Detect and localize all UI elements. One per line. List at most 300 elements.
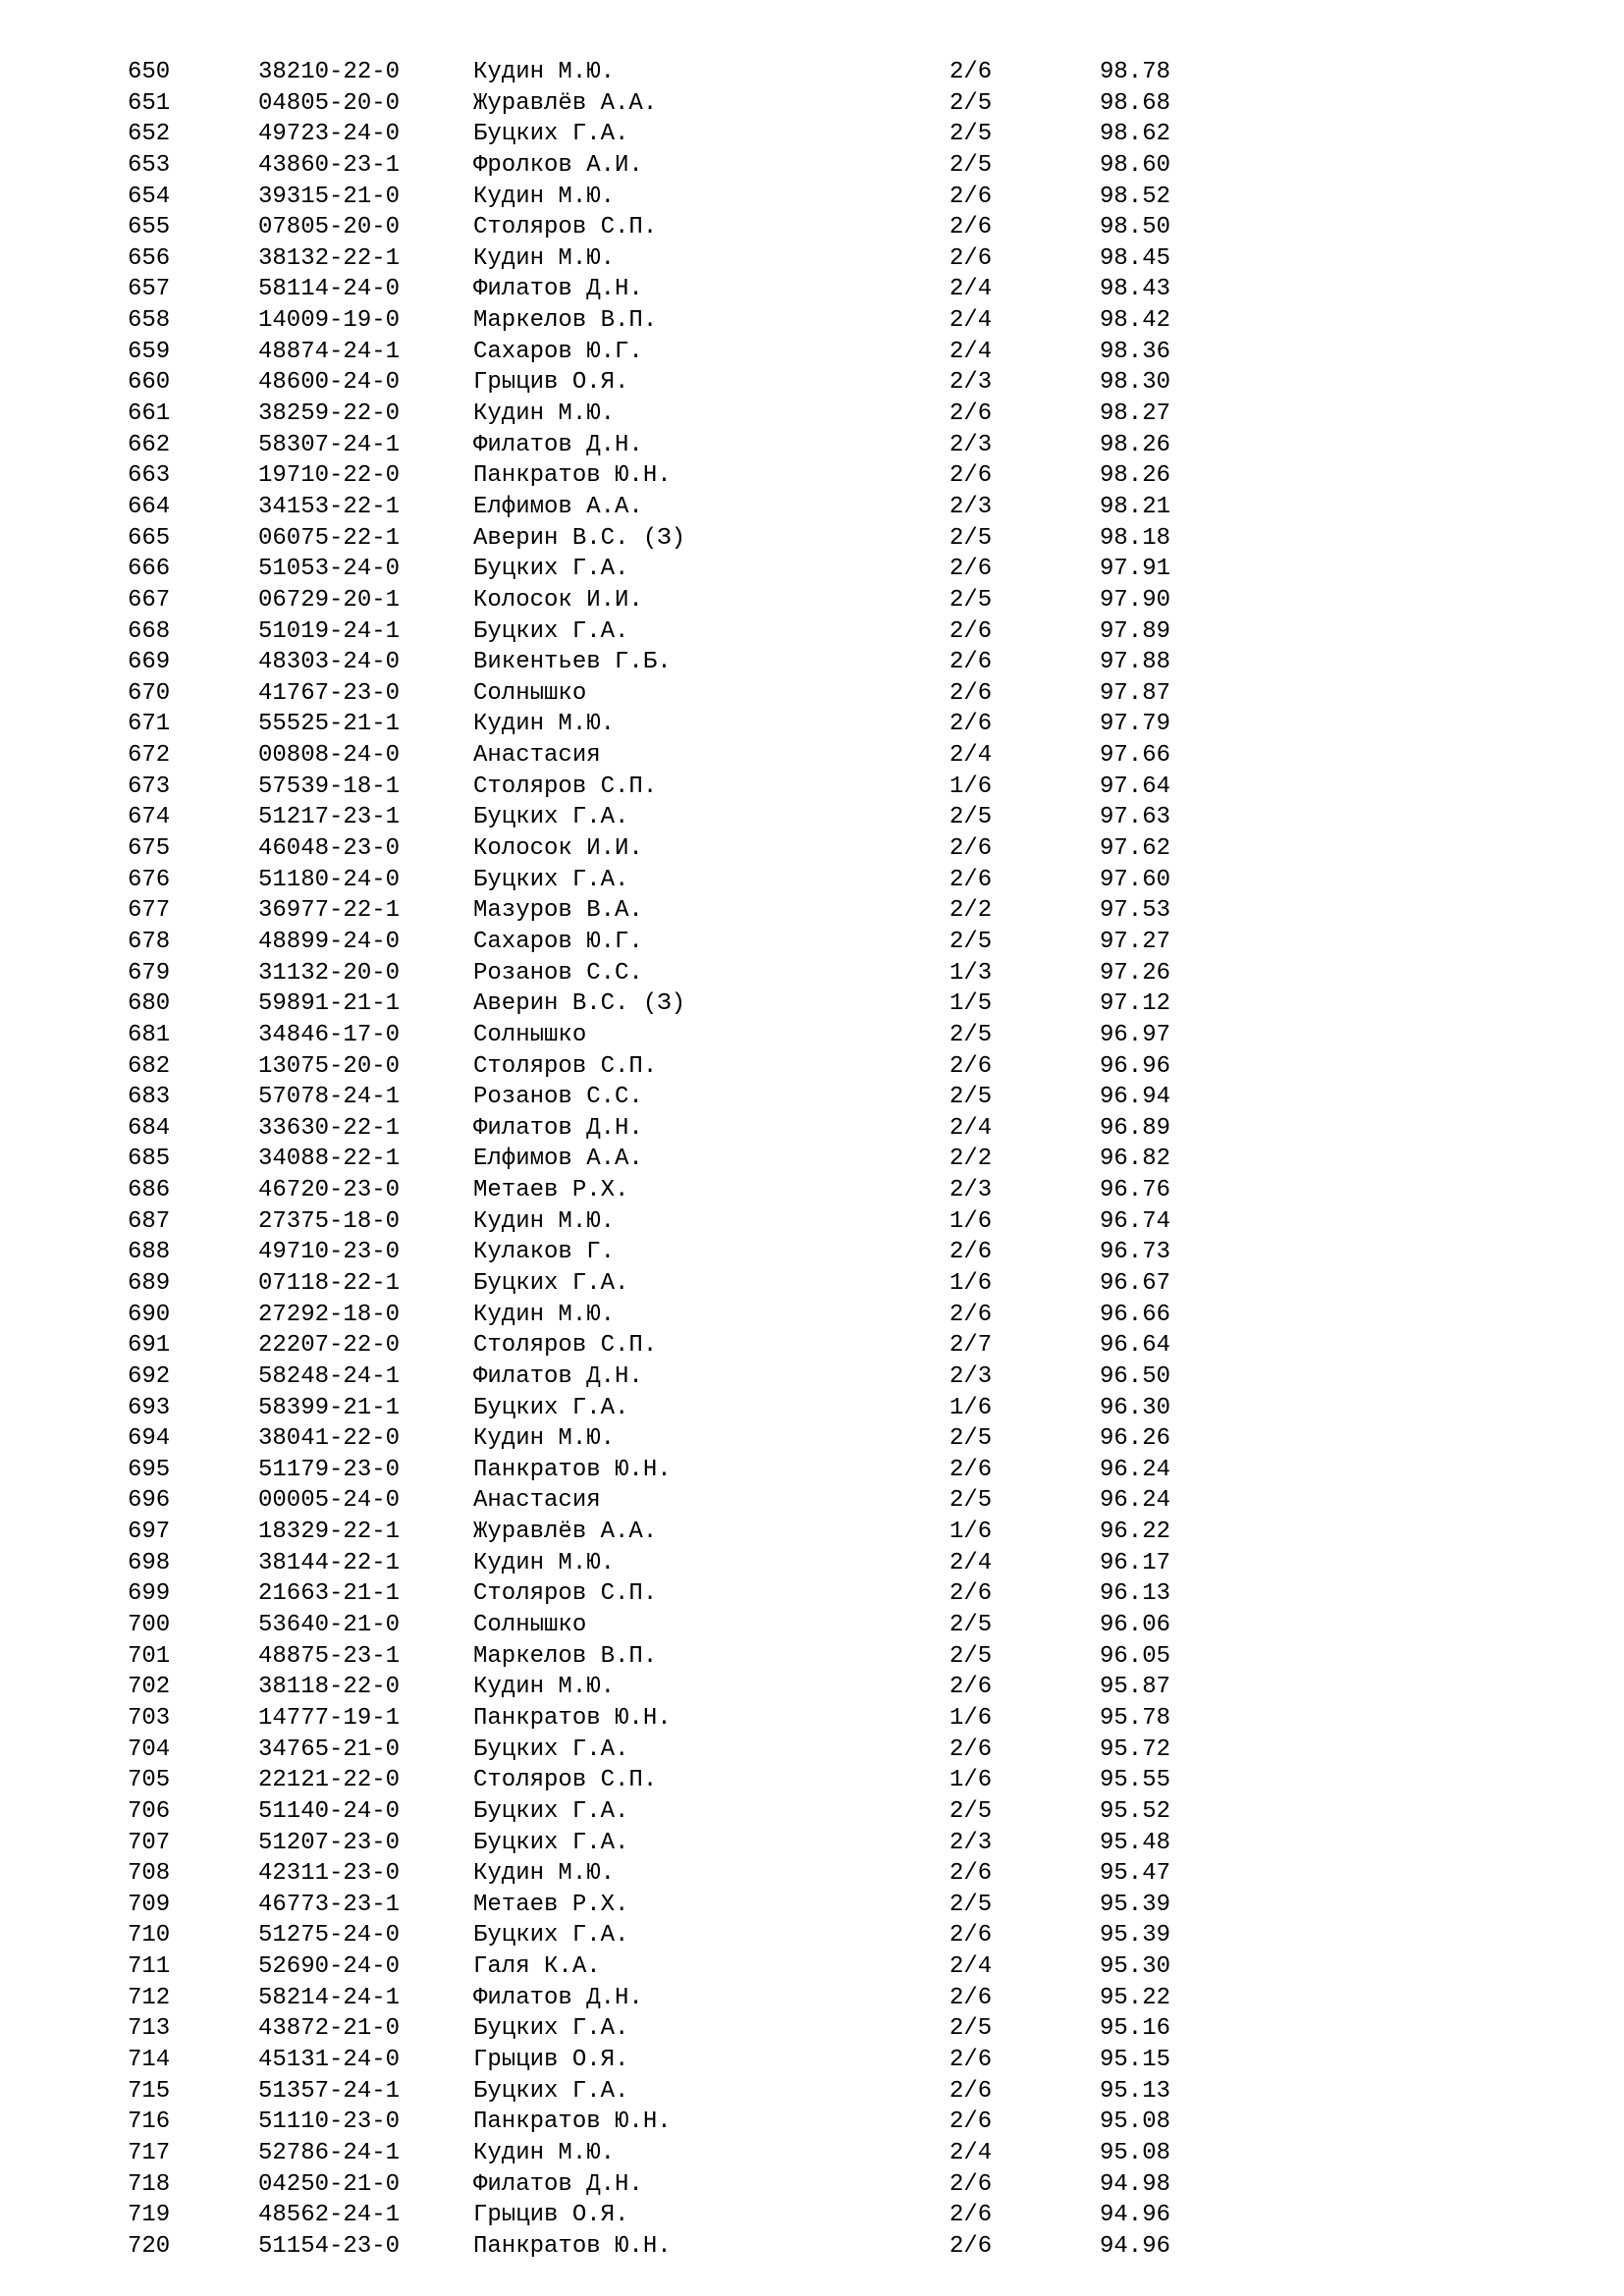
table-row [128,1672,1208,1703]
record-code: 27292-18-0 [258,1301,401,1328]
rank-number: 712 [128,1984,171,2011]
rank-number: 700 [128,1612,171,1639]
score: 98.68 [1100,89,1171,117]
fraction: 1/3 [949,959,993,987]
score: 95.13 [1100,2077,1171,2105]
fraction: 2/7 [949,1332,993,1360]
rank-number: 667 [128,586,171,614]
table-row [128,2169,1208,2201]
rank-number: 657 [128,276,171,303]
rank-number: 698 [128,1549,171,1576]
owner-name: Розанов С.С. [473,959,643,987]
table-row [128,709,1208,740]
rank-number: 661 [128,400,171,428]
record-code: 58114-24-0 [258,276,401,303]
score: 97.27 [1100,928,1171,955]
rank-number: 654 [128,183,171,210]
table-row [128,1920,1208,1951]
owner-name: Грыцив О.Я. [473,2047,629,2073]
owner-name: Филатов Д.Н. [473,2170,643,2198]
score: 97.87 [1100,679,1171,707]
owner-name: Кудин М.Ю. [473,1549,616,1576]
score: 97.79 [1100,711,1171,738]
rank-number: 687 [128,1207,171,1235]
fraction: 2/6 [949,2109,993,2136]
score: 97.63 [1100,804,1171,831]
score: 97.60 [1100,866,1171,893]
rank-number: 714 [128,2047,171,2073]
rank-number: 710 [128,1922,171,1949]
score: 96.96 [1100,1052,1171,1080]
record-code: 45131-24-0 [258,2047,401,2073]
record-code: 38118-22-0 [258,1674,401,1701]
score: 97.12 [1100,990,1171,1018]
record-code: 58214-24-1 [258,1984,401,2011]
record-code: 46048-23-0 [258,835,401,863]
fraction: 2/6 [949,1860,993,1888]
fraction: 1/6 [949,1704,993,1732]
table-row [128,895,1208,927]
fraction: 2/5 [949,804,993,831]
record-code: 39315-21-0 [258,183,401,210]
score: 96.94 [1100,1084,1171,1111]
fraction: 2/3 [949,431,993,458]
record-code: 51140-24-0 [258,1797,401,1825]
owner-name: Кудин М.Ю. [473,59,616,85]
fraction: 2/6 [949,2170,993,2198]
fraction: 2/6 [949,1301,993,1328]
record-code: 41767-23-0 [258,679,401,707]
owner-name: Буцких Г.А. [473,1394,629,1421]
record-code: 51110-23-0 [258,2109,401,2136]
score: 96.06 [1100,1612,1171,1639]
record-code: 59891-21-1 [258,990,401,1018]
record-code: 48303-24-0 [258,649,401,676]
rank-number: 675 [128,835,171,863]
rank-number: 682 [128,1052,171,1080]
table-row [128,1951,1208,1983]
table-row [128,802,1208,833]
owner-name: Кудин М.Ю. [473,183,616,210]
owner-name: Галя К.А. [473,1953,601,1981]
table-row [128,492,1208,523]
score: 96.67 [1100,1269,1171,1297]
table-row [128,1890,1208,1921]
record-code: 14009-19-0 [258,307,401,335]
rank-number: 685 [128,1146,171,1173]
record-code: 51357-24-1 [258,2077,401,2105]
fraction: 2/5 [949,151,993,179]
score: 96.13 [1100,1580,1171,1608]
rank-number: 694 [128,1425,171,1453]
score: 98.30 [1100,369,1171,397]
table-row [128,1828,1208,1859]
score: 97.89 [1100,617,1171,645]
score: 97.62 [1100,835,1171,863]
record-code: 48874-24-1 [258,338,401,365]
score: 98.42 [1100,307,1171,335]
table-row [128,1144,1208,1175]
table-row [128,460,1208,492]
score: 95.30 [1100,1953,1171,1981]
fraction: 2/3 [949,1362,993,1390]
record-code: 51019-24-1 [258,617,401,645]
score: 96.66 [1100,1301,1171,1328]
owner-name: Метаев Р.Х. [473,1177,629,1204]
record-code: 07118-22-1 [258,1269,401,1297]
owner-name: Грыцив О.Я. [473,2202,629,2229]
fraction: 2/5 [949,1642,993,1670]
fraction: 2/6 [949,617,993,645]
table-row [128,1082,1208,1113]
rank-number: 674 [128,804,171,831]
owner-name: Кудин М.Ю. [473,1425,616,1453]
record-code: 52786-24-1 [258,2139,401,2166]
table-row [128,1300,1208,1331]
table-row [128,833,1208,865]
fraction: 2/6 [949,1922,993,1949]
rank-number: 678 [128,928,171,955]
owner-name: Панкратов Ю.Н. [473,2109,672,2136]
table-row [128,772,1208,803]
rank-number: 664 [128,493,171,520]
table-row [128,367,1208,399]
record-code: 55525-21-1 [258,711,401,738]
fraction: 2/4 [949,338,993,365]
record-code: 27375-18-0 [258,1207,401,1235]
record-code: 43860-23-1 [258,151,401,179]
rank-number: 662 [128,431,171,458]
fraction: 2/6 [949,59,993,85]
score: 96.05 [1100,1642,1171,1670]
record-code: 48562-24-1 [258,2202,401,2229]
table-row [128,2200,1208,2231]
owner-name: Буцких Г.А. [473,1922,629,1949]
record-code: 49723-24-0 [258,121,401,148]
owner-name: Столяров С.П. [473,1580,658,1608]
record-code: 42311-23-0 [258,1860,401,1888]
record-code: 52690-24-0 [258,1953,401,1981]
table-row [128,1237,1208,1268]
fraction: 2/5 [949,1021,993,1048]
fraction: 2/6 [949,711,993,738]
table-row [128,1703,1208,1735]
owner-name: Кудин М.Ю. [473,711,616,738]
rank-number: 663 [128,462,171,490]
table-row [128,1206,1208,1238]
score: 97.53 [1100,897,1171,925]
owner-name: Журавлёв А.А. [473,1519,658,1546]
score: 95.39 [1100,1922,1171,1949]
rank-number: 709 [128,1891,171,1918]
rank-number: 658 [128,307,171,335]
record-code: 06075-22-1 [258,524,401,552]
table-row [128,2013,1208,2045]
owner-name: Аверин В.С. (З) [473,524,686,552]
record-code: 57539-18-1 [258,773,401,800]
score: 95.39 [1100,1891,1171,1918]
table-row [128,2045,1208,2076]
score: 95.15 [1100,2047,1171,2073]
table-row [128,1113,1208,1145]
rank-number: 719 [128,2202,171,2229]
table-row [128,337,1208,368]
score: 94.96 [1100,2202,1171,2229]
fraction: 2/5 [949,1487,993,1515]
rank-number: 705 [128,1767,171,1794]
fraction: 2/2 [949,897,993,925]
table-row [128,1393,1208,1424]
rank-number: 681 [128,1021,171,1048]
rank-number: 696 [128,1487,171,1515]
fraction: 2/3 [949,1177,993,1204]
rank-number: 711 [128,1953,171,1981]
rank-number: 650 [128,59,171,85]
fraction: 1/6 [949,773,993,800]
table-row [128,212,1208,243]
rank-number: 713 [128,2015,171,2043]
rank-number: 690 [128,1301,171,1328]
score: 97.90 [1100,586,1171,614]
ranking-table [128,57,1208,2262]
score: 97.88 [1100,649,1171,676]
fraction: 1/6 [949,1269,993,1297]
fraction: 2/4 [949,742,993,770]
fraction: 2/6 [949,649,993,676]
record-code: 48899-24-0 [258,928,401,955]
record-code: 00005-24-0 [258,1487,401,1515]
table-row [128,1858,1208,1890]
record-code: 38210-22-0 [258,59,401,85]
score: 96.97 [1100,1021,1171,1048]
owner-name: Фролков А.И. [473,151,643,179]
owner-name: Филатов Д.Н. [473,276,643,303]
rank-number: 716 [128,2109,171,2136]
record-code: 14777-19-1 [258,1704,401,1732]
rank-number: 655 [128,214,171,241]
table-row [128,1485,1208,1517]
score: 98.18 [1100,524,1171,552]
record-code: 04805-20-0 [258,89,401,117]
score: 98.60 [1100,151,1171,179]
score: 97.91 [1100,556,1171,583]
table-row [128,1765,1208,1796]
record-code: 51207-23-0 [258,1829,401,1856]
rank-number: 717 [128,2139,171,2166]
rank-number: 673 [128,773,171,800]
score: 94.96 [1100,2232,1171,2260]
score: 98.45 [1100,244,1171,272]
owner-name: Столяров С.П. [473,214,658,241]
rank-number: 708 [128,1860,171,1888]
fraction: 2/6 [949,1674,993,1701]
fraction: 2/6 [949,835,993,863]
fraction: 2/4 [949,1114,993,1142]
fraction: 2/5 [949,121,993,148]
owner-name: Филатов Д.Н. [473,1362,643,1390]
table-row [128,1051,1208,1083]
table-row [128,2138,1208,2169]
fraction: 2/4 [949,2139,993,2166]
record-code: 34153-22-1 [258,493,401,520]
rank-number: 679 [128,959,171,987]
owner-name: Мазуров В.А. [473,897,643,925]
score: 95.16 [1100,2015,1171,2043]
record-code: 46773-23-1 [258,1891,401,1918]
owner-name: Колосок И.И. [473,586,643,614]
record-code: 00808-24-0 [258,742,401,770]
record-code: 04250-21-0 [258,2170,401,2198]
fraction: 2/3 [949,493,993,520]
owner-name: Буцких Г.А. [473,866,629,893]
owner-name: Кудин М.Ю. [473,1674,616,1701]
score: 96.24 [1100,1456,1171,1483]
rank-number: 701 [128,1642,171,1670]
rank-number: 659 [128,338,171,365]
rank-number: 686 [128,1177,171,1204]
fraction: 2/6 [949,1052,993,1080]
record-code: 06729-20-1 [258,586,401,614]
owner-name: Кулаков Г. [473,1239,616,1266]
owner-name: Буцких Г.А. [473,804,629,831]
table-row [128,2231,1208,2263]
table-row [128,1423,1208,1455]
fraction: 2/6 [949,679,993,707]
table-row [128,523,1208,555]
fraction: 2/5 [949,1612,993,1639]
rank-number: 668 [128,617,171,645]
fraction: 2/3 [949,1829,993,1856]
owner-name: Филатов Д.Н. [473,1984,643,2011]
score: 98.50 [1100,214,1171,241]
fraction: 2/5 [949,928,993,955]
rank-number: 669 [128,649,171,676]
score: 96.89 [1100,1114,1171,1142]
score: 98.52 [1100,183,1171,210]
fraction: 1/6 [949,1207,993,1235]
record-code: 51275-24-0 [258,1922,401,1949]
record-code: 21663-21-1 [258,1580,401,1608]
fraction: 2/6 [949,2202,993,2229]
record-code: 46720-23-0 [258,1177,401,1204]
rank-number: 680 [128,990,171,1018]
fraction: 2/6 [949,1239,993,1266]
fraction: 2/6 [949,2047,993,2073]
record-code: 38259-22-0 [258,400,401,428]
rank-number: 706 [128,1797,171,1825]
owner-name: Буцких Г.А. [473,2015,629,2043]
owner-name: Елфимов А.А. [473,493,643,520]
record-code: 18329-22-1 [258,1519,401,1546]
owner-name: Столяров С.П. [473,773,658,800]
rank-number: 703 [128,1704,171,1732]
owner-name: Кудин М.Ю. [473,400,616,428]
owner-name: Столяров С.П. [473,1052,658,1080]
fraction: 2/5 [949,89,993,117]
owner-name: Маркелов В.П. [473,307,658,335]
owner-name: Розанов С.С. [473,1084,643,1111]
fraction: 2/5 [949,2015,993,2043]
table-row [128,1641,1208,1673]
record-code: 33630-22-1 [258,1114,401,1142]
rank-number: 676 [128,866,171,893]
owner-name: Буцких Г.А. [473,1269,629,1297]
fraction: 1/6 [949,1767,993,1794]
table-row [128,1548,1208,1579]
table-row [128,399,1208,430]
table-row [128,88,1208,120]
score: 96.73 [1100,1239,1171,1266]
rank-number: 677 [128,897,171,925]
owner-name: Филатов Д.Н. [473,431,643,458]
score: 96.30 [1100,1394,1171,1421]
record-code: 38132-22-1 [258,244,401,272]
record-code: 22207-22-0 [258,1332,401,1360]
table-row [128,1517,1208,1548]
score: 95.22 [1100,1984,1171,2011]
record-code: 34846-17-0 [258,1021,401,1048]
owner-name: Солнышко [473,1612,587,1639]
record-code: 49710-23-0 [258,1239,401,1266]
owner-name: Колосок И.И. [473,835,643,863]
record-code: 31132-20-0 [258,959,401,987]
record-code: 13075-20-0 [258,1052,401,1080]
rank-number: 704 [128,1735,171,1763]
table-row [128,305,1208,337]
score: 95.08 [1100,2139,1171,2166]
rank-number: 665 [128,524,171,552]
score: 98.26 [1100,462,1171,490]
fraction: 2/5 [949,1425,993,1453]
fraction: 2/6 [949,556,993,583]
table-row [128,1578,1208,1610]
owner-name: Анастасия [473,742,601,770]
record-code: 51180-24-0 [258,866,401,893]
rank-number: 672 [128,742,171,770]
score: 97.64 [1100,773,1171,800]
rank-number: 684 [128,1114,171,1142]
owner-name: Кудин М.Ю. [473,2139,616,2166]
owner-name: Буцких Г.А. [473,1797,629,1825]
record-code: 53640-21-0 [258,1612,401,1639]
score: 96.76 [1100,1177,1171,1204]
table-row [128,1796,1208,1828]
table-row [128,958,1208,989]
fraction: 1/5 [949,990,993,1018]
table-row [128,1175,1208,1206]
fraction: 2/4 [949,1549,993,1576]
record-code: 48875-23-1 [258,1642,401,1670]
table-row [128,274,1208,305]
owner-name: Кудин М.Ю. [473,1207,616,1235]
owner-name: Буцких Г.А. [473,556,629,583]
owner-name: Панкратов Ю.Н. [473,1704,672,1732]
rank-number: 653 [128,151,171,179]
fraction: 2/5 [949,1084,993,1111]
score: 95.48 [1100,1829,1171,1856]
fraction: 2/6 [949,462,993,490]
rank-number: 671 [128,711,171,738]
score: 95.47 [1100,1860,1171,1888]
table-row [128,1610,1208,1641]
rank-number: 692 [128,1362,171,1390]
table-row [128,616,1208,648]
table-row [128,554,1208,585]
record-code: 58248-24-1 [258,1362,401,1390]
rank-number: 660 [128,369,171,397]
rank-number: 670 [128,679,171,707]
fraction: 2/5 [949,524,993,552]
